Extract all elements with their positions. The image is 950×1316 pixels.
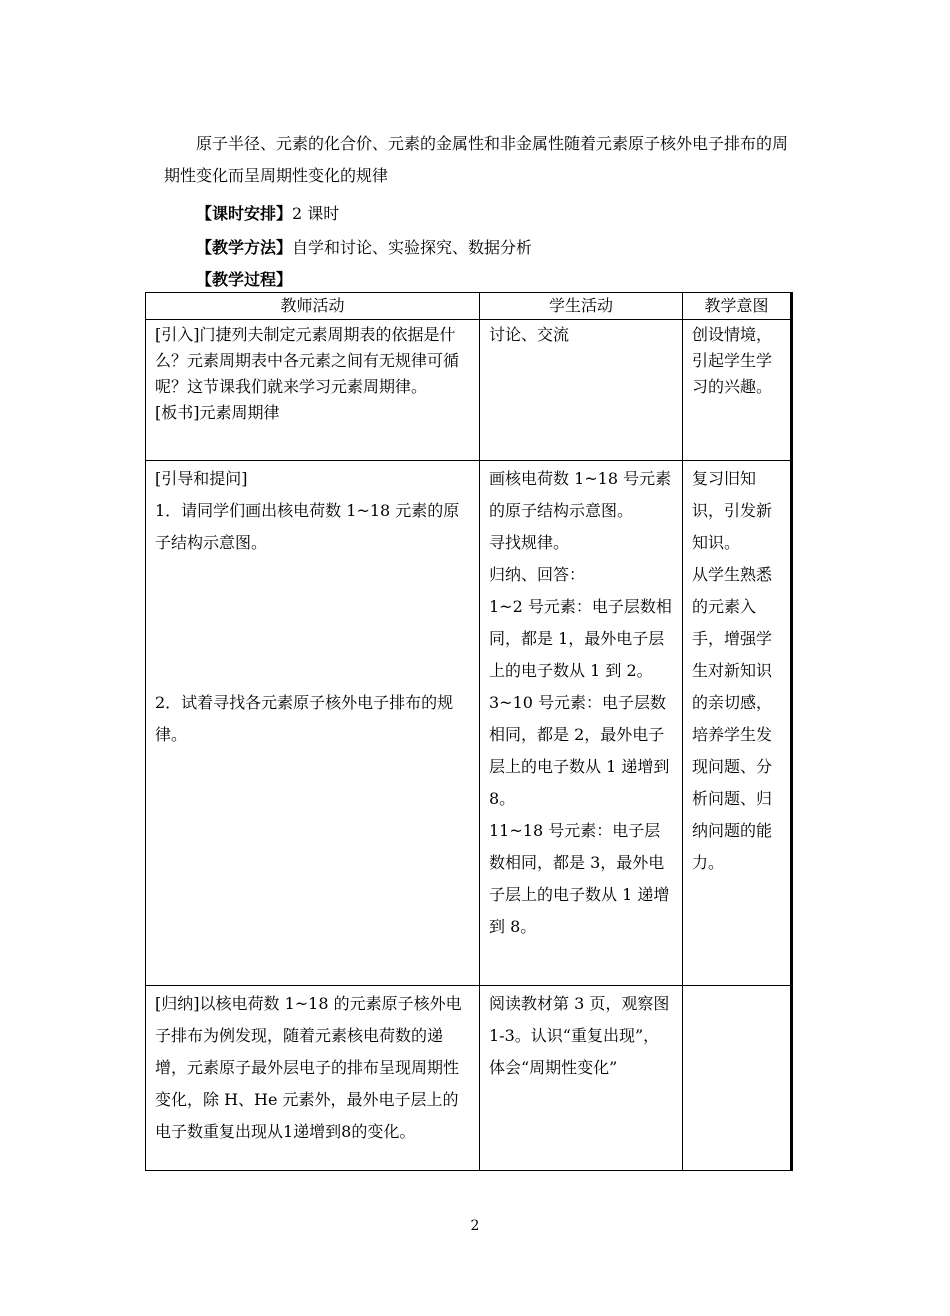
teacher-activity-cell (146, 986, 480, 1171)
student-activity-cell (480, 461, 683, 986)
method-value: 自学和讨论、实验探究、数据分析 (292, 238, 533, 257)
teaching-intent-cell (683, 986, 792, 1171)
student-text: 1~2 号元素：电子层数相同，都是 1，最外电子层上的电子数从 1 到 2。 (489, 597, 672, 680)
header-student-activity: 学生活动 (480, 293, 683, 320)
teacher-text: [引导和提问] (155, 469, 248, 488)
student-activity-cell (480, 320, 683, 461)
teaching-process-table (145, 292, 793, 1171)
teaching-intent-cell (683, 320, 792, 461)
table-header-row (146, 293, 792, 320)
teacher-text: 2．试着寻找各元素原子核外电子排布的规律。 (155, 693, 454, 744)
process-label: 【教学过程】 (196, 270, 293, 289)
schedule-label: 【课时安排】 (196, 204, 293, 223)
method-line (196, 236, 532, 260)
cell-spacer (155, 559, 470, 687)
teacher-text: 1．请同学们画出核电荷数 1~18 元素的原子结构示意图。 (155, 501, 460, 552)
student-text: 寻找规律。 (489, 533, 570, 552)
teaching-intent-cell (683, 461, 792, 986)
schedule-line (196, 202, 339, 226)
teacher-text: [引入]门捷列夫制定元素周期表的依据是什么？元素周期表中各元素之间有无规律可循呢？这节课我们就来学习元素周期律。 (155, 325, 460, 396)
header-teacher-activity: 教师活动 (146, 293, 480, 320)
student-text: 归纳、回答： (489, 565, 586, 584)
student-text: 讨论、交流 (489, 325, 570, 344)
intro-paragraph: 原子半径、元素的化合价、元素的金属性和非金属性随着元素原子核外电子排布的周期性变化而呈周期性变化的规律 (164, 134, 789, 185)
process-line (196, 268, 292, 292)
table-row (146, 461, 792, 986)
intent-text: 复习旧知识，引发新知识。 (692, 469, 773, 552)
table-row (146, 320, 792, 461)
intent-text: 创设情境，引起学生学习的兴趣。 (692, 325, 773, 396)
header-teaching-intent: 教学意图 (683, 293, 792, 320)
table-row (146, 986, 792, 1171)
teacher-activity-cell (146, 461, 480, 986)
student-activity-cell (480, 986, 683, 1171)
teacher-text: [归纳]以核电荷数 1~18 的元素原子核外电子排布为例发现，随着元素核电荷数的递增，元素原子最外层电子的排布呈现周期性变化，除 H、He 元素外，最外电子层上的电子数重复出现从1递增到8的变化。 (155, 994, 462, 1141)
intent-text: 从学生熟悉的元素入手，增强学生对新知识的亲切感，培养学生发现问题、分析问题、归纳问题的能力。 (692, 565, 773, 872)
schedule-value: 2 课时 (292, 204, 340, 223)
student-text: 画核电荷数 1~18 号元素的原子结构示意图。 (489, 469, 672, 520)
student-text: 11~18 号元素：电子层数相同，都是 3，最外电子层上的电子数从 1 递增到 8。 (489, 821, 670, 936)
teacher-text: [板书]元素周期律 (155, 403, 280, 422)
page-number: 2 (470, 1218, 480, 1234)
method-label: 【教学方法】 (196, 238, 293, 257)
student-text: 3~10 号元素：电子层数相同，都是 2，最外电子层上的电子数从 1 递增到 8。 (489, 693, 670, 808)
teacher-activity-cell (146, 320, 480, 461)
student-text: 阅读教材第 3 页，观察图 1-3。认识“重复出现”，体会“周期性变化” (489, 994, 670, 1077)
